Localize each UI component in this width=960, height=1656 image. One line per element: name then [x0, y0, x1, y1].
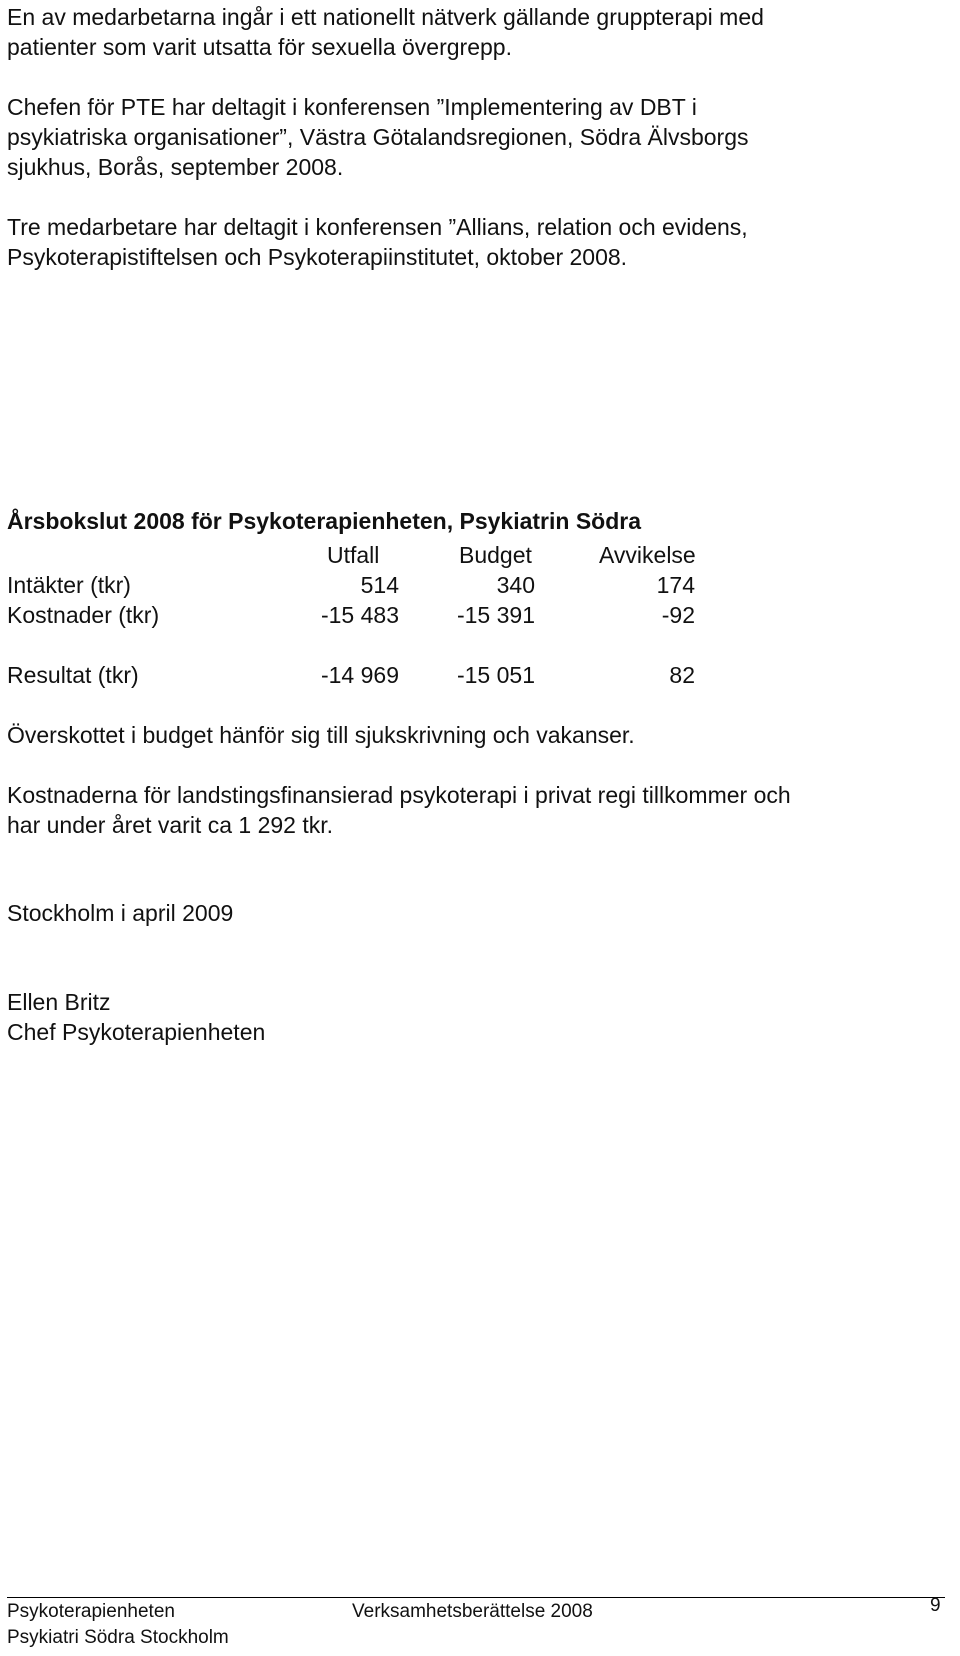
paragraph-network: En av medarbetarna ingår i ett nationellt nätverk gällande gruppterapi med patienter som varit utsatta för sexuella övergrepp.	[7, 4, 764, 60]
paragraph-alliance-conference: Tre medarbetare har deltagit i konferensen ”Allians, relation och evidens, Psykoterapistiftelsen och Psykoterapiinstitutet, oktober 2008.	[7, 214, 748, 270]
note-surplus: Överskottet i budget hänför sig till sjukskrivning och vakanser.	[7, 722, 635, 748]
signature-role: Chef Psykoterapienheten	[7, 1019, 266, 1045]
cell-utfall: -15 483	[320, 602, 399, 628]
column-header-utfall: Utfall	[327, 542, 380, 568]
cell-budget: -15 051	[456, 662, 535, 688]
page-number: 9	[930, 1595, 941, 1616]
report-title: Årsbokslut 2008 för Psykoterapienheten, Psykiatrin Södra	[7, 508, 642, 534]
signature-name: Ellen Britz	[7, 989, 111, 1015]
column-header-budget: Budget	[459, 542, 532, 568]
row-label: Resultat (tkr)	[7, 662, 139, 688]
footer-divider	[7, 1597, 945, 1598]
footer-document-title: Verksamhetsberättelse 2008	[352, 1601, 593, 1622]
table-row-intakter	[7, 570, 707, 600]
cell-budget: -15 391	[456, 602, 535, 628]
cell-avvikelse: -92	[661, 602, 695, 628]
cell-utfall: 514	[360, 572, 399, 598]
footer-unit: Psykoterapienheten	[7, 1601, 175, 1622]
cell-utfall: -14 969	[320, 662, 399, 688]
signature-place-date: Stockholm i april 2009	[7, 900, 234, 926]
paragraph-dbt-conference: Chefen för PTE har deltagit i konferensen ”Implementering av DBT i psykiatriska organisationer”, Västra Götalandsregionen, Södra Älvsborgs sjukhus, Borås, september 2008.	[7, 94, 749, 180]
row-label: Intäkter (tkr)	[7, 572, 131, 598]
table-row-resultat	[7, 660, 707, 690]
cell-avvikelse: 82	[669, 662, 695, 688]
footer-org: Psykiatri Södra Stockholm	[7, 1627, 229, 1648]
column-header-avvikelse: Avvikelse	[599, 542, 696, 568]
table-header-row	[7, 540, 707, 570]
cell-avvikelse: 174	[656, 572, 695, 598]
cell-budget: 340	[496, 572, 535, 598]
row-label: Kostnader (tkr)	[7, 602, 160, 628]
table-row-kostnader	[7, 600, 707, 630]
note-private-costs: Kostnaderna för landstingsfinansierad psykoterapi i privat regi tillkommer och har under året varit ca 1 292 tkr.	[7, 782, 791, 838]
